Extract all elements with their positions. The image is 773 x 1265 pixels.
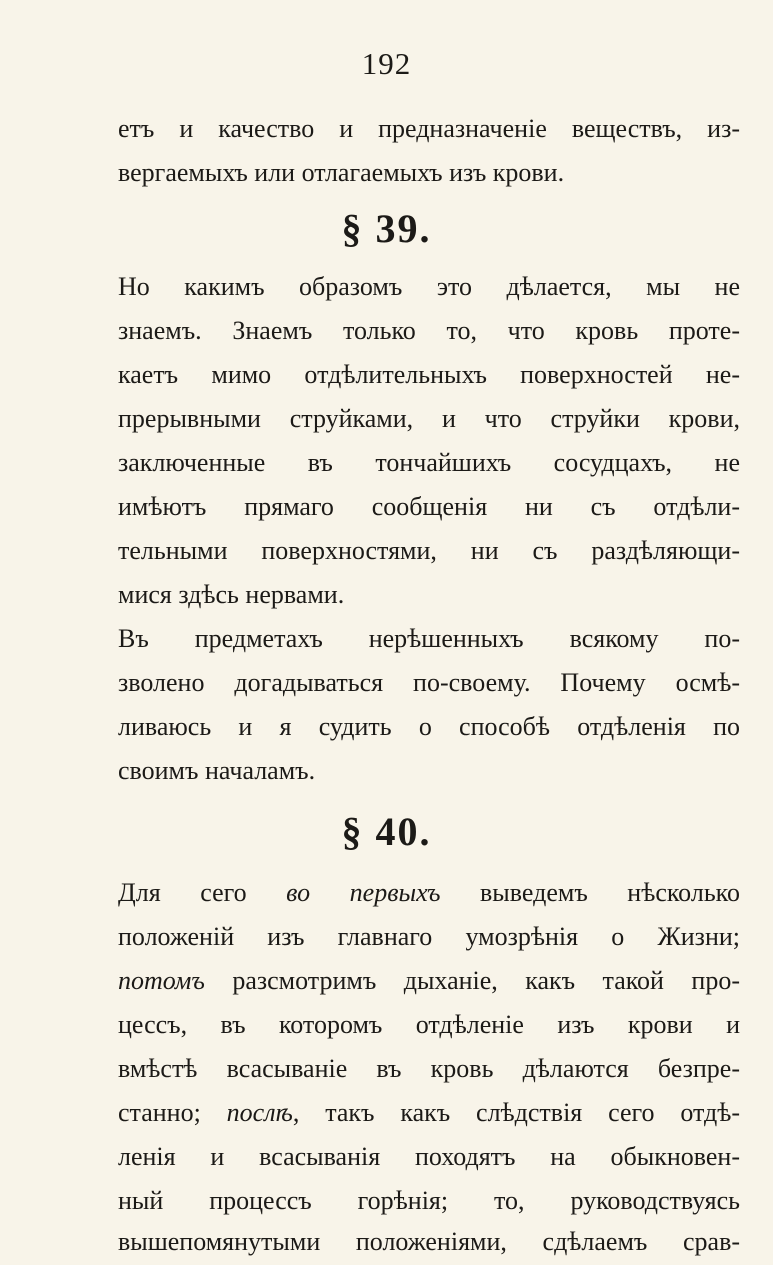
s40-line-2: положеній изъ главнаго умозрѣнія о Жизни; [118,922,740,951]
s40-line-6-italic: послѣ [226,1098,293,1127]
s39-p2-line-1: Въ предметахъ нерѣшенныхъ всякому по- [118,624,740,653]
s40-line-7: ленія и всасыванія походятъ на обыкновен- [118,1142,740,1171]
s39-p1-line-6: имѣютъ прямаго сообщенія ни съ отдѣли- [118,492,740,521]
s39-p2-line-4: своимъ началамъ. [118,756,316,785]
intro-line-2: вергаемыхъ или отлагаемыхъ изъ крови. [118,158,565,187]
intro-line-1: етъ и качество и предназначеніе веществъ, из- [118,114,740,143]
s39-p1-line-7: тельными поверхностями, ни съ раздѣляющи- [118,536,740,565]
s40-line-8: ный процессъ горѣнія; то, руководствуясь [118,1186,740,1215]
s40-line-3-b: разсмотримъ дыханіе, какъ такой про- [204,966,740,995]
s39-p1-line-4: прерывными струйками, и что струйки крови, [118,404,740,433]
s40-line-6-a: станно; [118,1098,227,1127]
section-39-heading: § 39. [341,206,432,251]
s39-p1-line-8: мися здѣсь нервами. [118,580,345,609]
s40-line-6 [118,1096,740,1130]
s40-line-3-italic: потомъ [118,966,205,995]
section-40-heading: § 40. [341,809,432,854]
s39-p2-line-2: зволено догадываться по-своему. Почему осмѣ- [118,668,740,697]
s40-line-1-a: Для сего [118,878,287,907]
s39-p2-line-3: ливаюсь и я судить о способѣ отдѣленія по [118,712,740,741]
s39-p1-line-3: каетъ мимо отдѣлительныхъ поверхностей не- [118,360,740,389]
s40-line-1 [118,876,740,910]
s40-line-3 [118,964,740,998]
s40-line-5: вмѣстѣ всасываніе въ кровь дѣлаются безпре- [118,1054,740,1083]
s40-line-1-b: выведемъ нѣсколько [440,878,740,907]
s40-line-9: вышепомянутыми положеніями, сдѣлаемъ срав- [118,1227,740,1256]
s40-line-1-italic: во первыхъ [286,878,441,907]
s40-line-4: цессъ, въ которомъ отдѣленіе изъ крови и [118,1010,740,1039]
s39-p1-line-2: знаемъ. Знаемъ только то, что кровь проте- [118,316,740,345]
page-number: 192 [361,46,412,81]
s40-line-6-b: , такъ какъ слѣдствія сего отдѣ- [292,1098,741,1127]
s39-p1-line-1: Но какимъ образомъ это дѣлается, мы не [118,272,740,301]
s39-p1-line-5: заключенные въ тончайшихъ сосудцахъ, не [118,448,740,477]
